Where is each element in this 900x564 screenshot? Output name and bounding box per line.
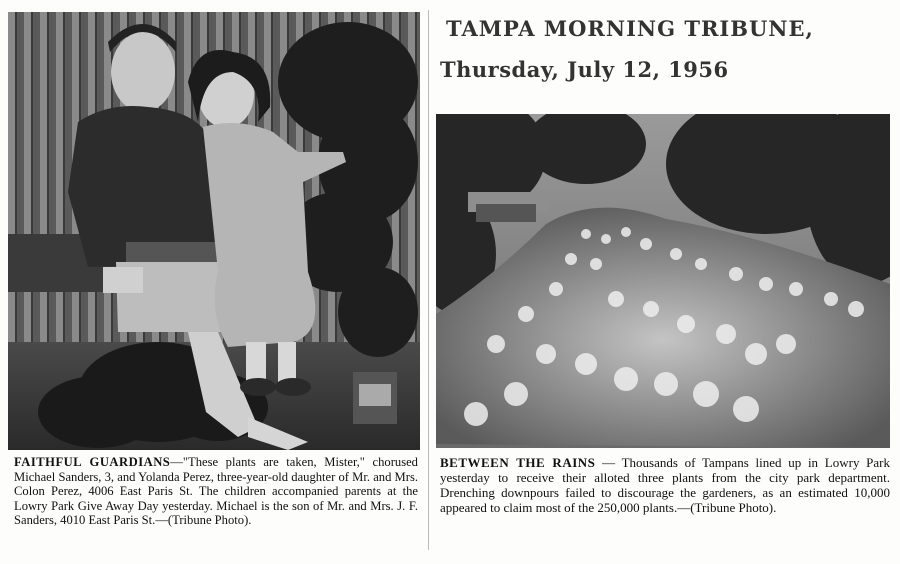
publication-date: Thursday, July 12, 1956 bbox=[440, 57, 729, 82]
crowd-photo bbox=[436, 114, 890, 448]
caption-headline: BETWEEN THE RAINS bbox=[440, 455, 596, 470]
children-photo bbox=[8, 12, 420, 450]
masthead bbox=[440, 16, 886, 82]
caption-body: —"These plants are taken, Mister," chorused Michael Sanders, 3, and Yolanda Perez, three-year-old daughter of Mr. and Mrs. Colon Perez, 4006 East Paris St. The children accompanied parents at the Lowry Park Give Away Day yesterday. Michael is the son of Mr. and Mrs. J. F. Sanders, 4010 East Paris St.—(Tribune Photo). bbox=[14, 455, 418, 528]
newspaper-name: TAMPA MORNING TRIBUNE, bbox=[446, 16, 814, 41]
column-divider bbox=[428, 10, 429, 550]
caption-headline: FAITHFUL GUARDIANS bbox=[14, 455, 171, 469]
crowd-photo-caption bbox=[440, 455, 890, 515]
children-photo-caption bbox=[14, 455, 418, 528]
caption-body: — Thousands of Tampans lined up in Lowry Park yesterday to receive their alloted three plants from the city park department. Drenching downpours failed to discourage the gardeners, as an estimated 10,000 appeared to claim most of the 250,000 plants.—(Tribune Photo). bbox=[440, 455, 890, 515]
